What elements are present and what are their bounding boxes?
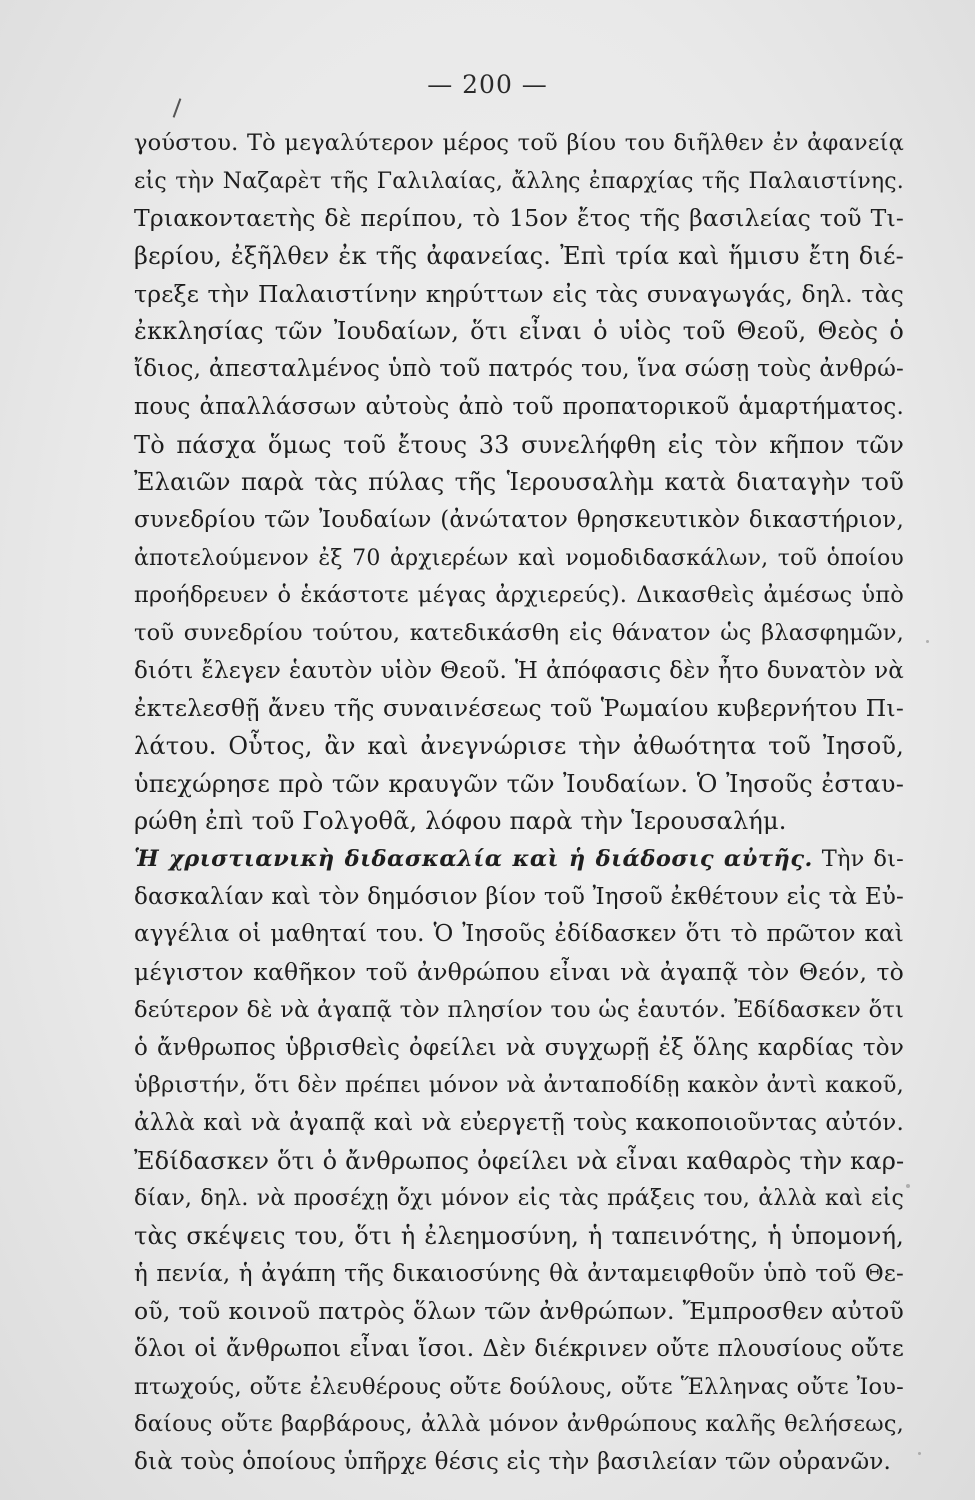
text-line: Τριακονταετὴς δὲ περίπου, τὸ 15ον ἔτος τῆς βασιλείας τοῦ Τι- <box>134 204 904 233</box>
text-line: οῦ, τοῦ κοινοῦ πατρὸς ὅλων τῶν ἀνθρώπων. Ἔμπροσθεν αὐτοῦ <box>134 1297 904 1326</box>
body-text <box>134 125 904 1482</box>
text-line: ἀποτελούμενον ἐξ 70 ἀρχιερέων καὶ νομοδιδασκάλων, τοῦ ὁποίου <box>134 545 904 571</box>
text-line: Ἐδίδασκεν ὅτι ὁ ἄνθρωπος ὀφείλει νὰ εἶναι καθαρὸς τὴν καρ- <box>134 1146 905 1175</box>
text-line: ἀλλὰ καὶ νὰ ἀγαπᾷ καὶ νὰ εὐεργετῇ τοὺς κακοποιοῦντας αὐτόν. <box>134 1109 904 1136</box>
paper-speck <box>926 640 929 643</box>
section-heading-line <box>134 841 904 879</box>
text-line: ρώθη ἐπὶ τοῦ Γολγοθᾶ, λόφου παρὰ τὴν Ἱερουσαλήμ. <box>134 807 787 836</box>
text-line: αγγέλια οἱ μαθηταί του. Ὁ Ἰησοῦς ἐδίδασκεν ὅτι τὸ πρῶτον καὶ <box>134 921 904 948</box>
text-line: πτωχούς, οὔτε ἐλευθέρους οὔτε δούλους, οὔτε Ἕλληνας οὔτε Ἰου- <box>134 1373 904 1400</box>
text-line: λάτου. Οὗτος, ἂν καὶ ἀνεγνώρισε τὴν ἀθωότητα τοῦ Ἰησοῦ, <box>134 732 904 760</box>
stray-pencil-mark <box>173 98 182 117</box>
text-line: διότι ἔλεγεν ἑαυτὸν υἱὸν Θεοῦ. Ἡ ἀπόφασις δὲν ἦτο δυνατὸν νὰ <box>134 657 904 684</box>
text-line: διὰ τοὺς ὁποίους ὑπῆρχε θέσις εἰς τὴν βασιλείαν τῶν οὐρανῶν. <box>134 1449 892 1476</box>
text-line: ὑβριστήν, ὅτι δὲν πρέπει μόνον νὰ ἀνταποδίδῃ κακὸν ἀντὶ κακοῦ, <box>134 1072 904 1099</box>
paper-speck <box>918 1452 921 1455</box>
paper-speck <box>906 1184 910 1188</box>
text-line: συνεδρίου τῶν Ἰουδαίων (ἀνώτατον θρησκευτικὸν δικαστήριον, <box>134 506 904 533</box>
text-line: τοῦ συνεδρίου τούτου, κατεδικάσθη εἰς θάνατον ὡς βλασφημῶν, <box>134 619 904 646</box>
text-line: ὁ ἄνθρωπος ὑβρισθεὶς ὀφείλει νὰ συγχωρῇ ἐξ ὅλης καρδίας τὸν <box>134 1034 904 1061</box>
text-line: τρεξε τὴν Παλαιστίνην κηρύττων εἰς τὰς συναγωγάς, δηλ. τὰς <box>134 279 904 308</box>
text-line: ἐκκλησίας τῶν Ἰουδαίων, ὅτι εἶναι ὁ υἱὸς τοῦ Θεοῦ, Θεὸς ὁ <box>134 317 904 346</box>
text-line: μέγιστον καθῆκον τοῦ ἀνθρώπου εἶναι νὰ ἀγαπᾷ τὸν Θεόν, τὸ <box>134 958 904 987</box>
text-line: ἴδιος, ἀπεσταλμένος ὑπὸ τοῦ πατρός του, ἵνα σώσῃ τοὺς ἀνθρώ- <box>134 356 904 383</box>
text-line: ὅλοι οἱ ἄνθρωποι εἶναι ἴσοι. Δὲν διέκρινεν οὔτε πλουσίους οὔτε <box>134 1336 904 1362</box>
text-line: εἰς τὴν Ναζαρὲτ τῆς Γαλιλαίας, ἄλλης ἐπαρχίας τῆς Παλαιστίνης. <box>134 168 904 194</box>
text-line: ἡ πενία, ἡ ἀγάπη τῆς δικαιοσύνης θὰ ἀνταμειφθοῦν ὑπὸ τοῦ Θε- <box>134 1260 904 1287</box>
text-line: βερίου, ἐξῆλθεν ἐκ τῆς ἀφανείας. Ἐπὶ τρία καὶ ἥμισυ ἔτη διέ- <box>134 242 904 271</box>
text-line: ἐκτελεσθῇ ἄνευ τῆς συναινέσεως τοῦ Ῥωμαίου κυβερνήτου Πι- <box>134 694 904 723</box>
text-line: δεύτερον δὲ νὰ ἀγαπᾷ τὸν πλησίον του ὡς ἑαυτόν. Ἐδίδασκεν ὅτι <box>134 996 904 1023</box>
text-line: δασκαλίαν καὶ τὸν δημόσιον βίον τοῦ Ἰησοῦ ἐκθέτουν εἰς τὰ Εὐ- <box>134 883 904 910</box>
heading-continuation: Τὴν δι- <box>821 846 904 873</box>
text-line: πους ἀπαλλάσσων αὐτοὺς ἀπὸ τοῦ προπατορικοῦ ἁμαρτήματος. <box>134 393 904 420</box>
page-number: — 200 — <box>427 70 548 99</box>
text-line: τὰς σκέψεις του, ὅτι ἡ ἐλεημοσύνη, ἡ ταπεινότης, ἡ ὑπομονή, <box>134 1221 904 1250</box>
text-line: Τὸ πάσχα ὅμως τοῦ ἔτους 33 συνελήφθη εἰς τὸν κῆπον τῶν <box>134 430 904 459</box>
text-line: δαίους οὔτε βαρβάρους, ἀλλὰ μόνον ἀνθρώπους καλῆς θελήσεως, <box>134 1411 904 1438</box>
text-line: ὑπεχώρησε πρὸ τῶν κραυγῶν τῶν Ἰουδαίων. Ὁ Ἰησοῦς ἐσταυ- <box>134 769 904 798</box>
text-line: δίαν, δηλ. νὰ προσέχῃ ὄχι μόνον εἰς τὰς πράξεις του, ἀλλὰ καὶ εἰς <box>134 1186 904 1212</box>
section-heading: Ἡ χριστιανικὴ διδασκαλία καὶ ἡ διάδοσις αὐτῆς. <box>134 846 813 873</box>
text-line: προήδρευεν ὁ ἑκάστοτε μέγας ἀρχιερεύς). Δικασθεὶς ἀμέσως ὑπὸ <box>134 582 904 609</box>
text-line: γούστου. Τὸ μεγαλύτερον μέρος τοῦ βίου του διῆλθεν ἐν ἀφανείᾳ <box>134 130 904 156</box>
text-line: Ἐλαιῶν παρὰ τὰς πύλας τῆς Ἱερουσαλὴμ κατὰ διαταγὴν τοῦ <box>134 468 904 497</box>
